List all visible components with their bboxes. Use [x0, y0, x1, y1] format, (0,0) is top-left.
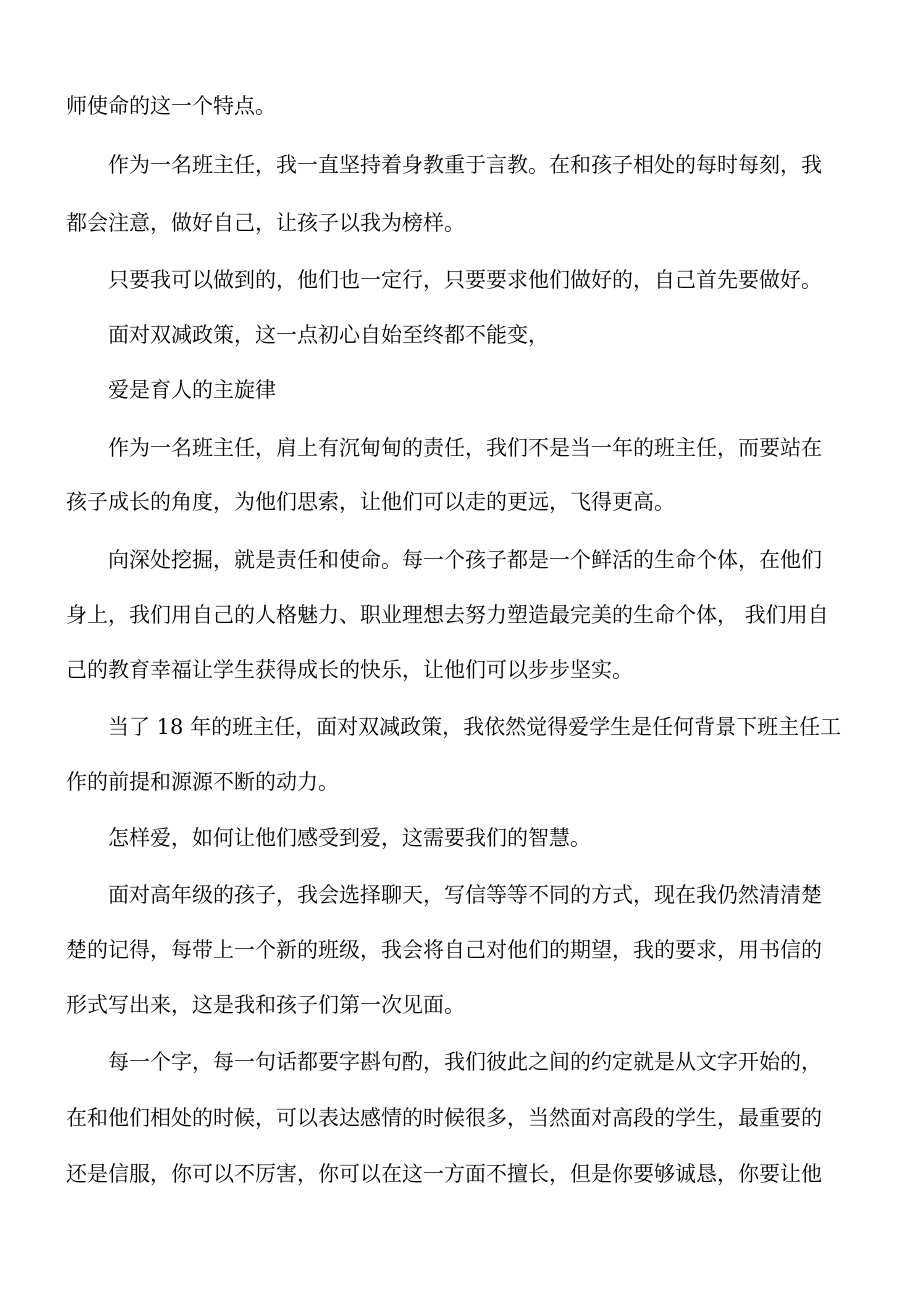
text-line-4: [0, 260, 920, 300]
line-text: 爱是育人的主旋律: [108, 378, 276, 402]
text-line-14: [0, 818, 920, 858]
text-line-19: [0, 1098, 920, 1138]
line-text: 面对高年级的孩子，我会选择聊天，写信等等不同的方式，现在我仍然清清楚: [108, 883, 822, 907]
text-line-8: [0, 482, 920, 522]
text-line-17: [0, 985, 920, 1025]
line-text: 每一个字，每一句话都要字斟句酌，我们彼此之间的约定就是从文字开始的，: [108, 1050, 822, 1074]
line-text: 作的前提和源源不断的动力。: [66, 770, 339, 794]
line-text: 作为一名班主任，我一直坚持着身教重于言教。在和孩子相处的每时每刻，我: [108, 153, 822, 177]
line-text: 己的教育幸福让学生获得成长的快乐，让他们可以步步坚实。: [66, 658, 633, 682]
text-line-16: [0, 930, 920, 970]
line-text: 楚的记得，每带上一个新的班级，我会将自己对他们的期望，我的要求，用书信的: [66, 938, 822, 962]
line-text: 孩子成长的角度，为他们思索，让他们可以走的更远，飞得更高。: [66, 490, 675, 514]
text-line-3: [0, 203, 920, 243]
line-text: 向深处挖掘，就是责任和使命。每一个孩子都是一个鲜活的生命个体，在他们: [108, 548, 822, 572]
line-text: 师使命的这一个特点。: [66, 94, 276, 118]
text-line-12: [0, 707, 920, 747]
line-text: 形式写出来，这是我和孩子们第一次见面。: [66, 993, 465, 1017]
line-text: 当了 18 年的班主任，面对双减政策，我依然觉得爱学生是任何背景下班主任工: [108, 715, 842, 739]
line-text: 只要我可以做到的，他们也一定行，只要要求他们做好的，自己首先要做好。: [108, 268, 822, 292]
text-line-6: [0, 370, 920, 410]
line-text: 怎样爱，如何让他们感受到爱，这需要我们的智慧。: [108, 826, 591, 850]
text-line-5: [0, 315, 920, 355]
text-line-10: [0, 595, 920, 635]
line-text: 面对双减政策，这一点初心自始至终都不能变，: [108, 323, 549, 347]
line-text: 作为一名班主任，肩上有沉甸甸的责任，我们不是当一年的班主任，而要站在: [108, 436, 822, 460]
text-line-2: [0, 145, 920, 185]
line-text: 都会注意，做好自己，让孩子以我为榜样。: [66, 211, 465, 235]
text-line-9: [0, 540, 920, 580]
text-line-13: [0, 762, 920, 802]
line-text: 在和他们相处的时候，可以表达感情的时候很多，当然面对高段的学生，最重要的: [66, 1106, 822, 1130]
text-line-11: [0, 650, 920, 690]
text-line-18: [0, 1042, 920, 1082]
text-line-15: [0, 875, 920, 915]
line-text: 还是信服，你可以不厉害，你可以在这一方面不擅长，但是你要够诚恳，你要让他: [66, 1162, 822, 1186]
text-line-20: [0, 1154, 920, 1194]
text-line-1: [0, 86, 920, 126]
text-line-7: [0, 428, 920, 468]
line-text: 身上，我们用自己的人格魅力、职业理想去努力塑造最完美的生命个体， 我们用自: [66, 603, 829, 627]
